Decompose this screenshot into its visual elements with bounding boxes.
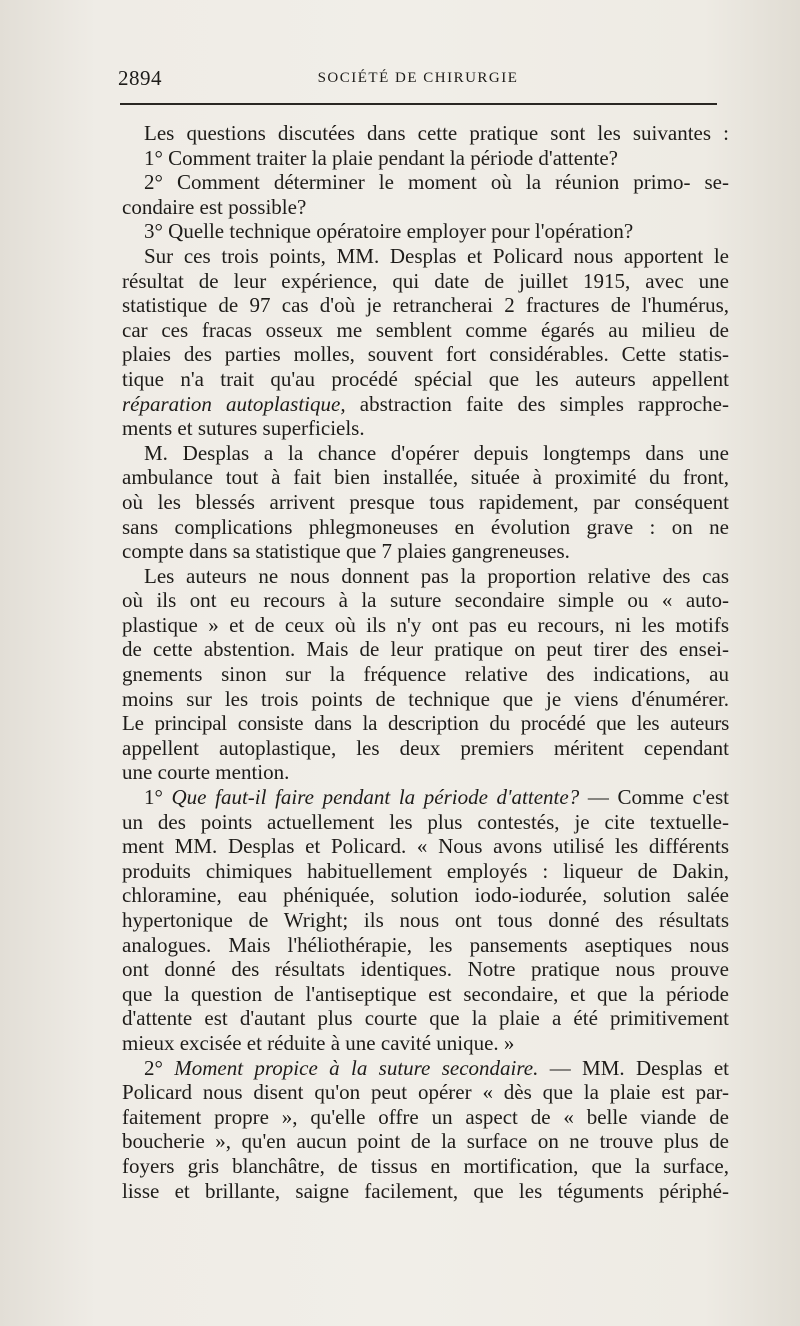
text-line <box>122 416 729 441</box>
text-line <box>122 121 729 146</box>
text-line <box>122 564 729 589</box>
line-text: ambulance tout à fait bien installée, située à proximité du front, <box>122 465 729 490</box>
line-text: abstraction faite des simples rapproche- <box>345 391 729 416</box>
text-line <box>122 195 729 220</box>
text-line <box>122 1179 729 1204</box>
text-line <box>122 170 729 195</box>
text-line <box>122 269 729 294</box>
line-text: Sur ces trois points, MM. Desplas et Policard nous apportent le <box>144 243 729 268</box>
line-text: de cette abstention. Mais de leur pratique on peut tirer des ensei- <box>122 637 729 662</box>
line-text: hypertonique de Wright; ils nous ont tous donné des résultats <box>122 908 729 932</box>
line-text: où ils ont eu recours à la suture secondaire simple ou « auto- <box>122 588 729 613</box>
text-line <box>122 613 729 638</box>
text-line <box>122 908 729 933</box>
text-line <box>122 1006 729 1031</box>
text-line <box>122 441 729 466</box>
text-line <box>122 539 729 564</box>
line-text: — Comme c'est <box>579 785 729 810</box>
section-heading-italic: Que faut-il faire pendant la période d'attente? <box>171 785 580 810</box>
line-text: résultat de leur expérience, qui date de juillet 1915, avec une <box>122 268 729 293</box>
text-line <box>122 1056 729 1081</box>
line-text: une courte mention. <box>122 760 290 785</box>
line-text: gnements sinon sur la fréquence relative des indications, au <box>122 662 729 687</box>
text-line <box>122 244 729 269</box>
line-text: faitement propre », qu'elle offre un aspect de « belle viande de <box>122 1104 729 1129</box>
line-text: appellent autoplastique, les deux premiers méritent cependant <box>122 735 729 760</box>
text-line <box>122 760 729 785</box>
line-text: 3° Quelle technique opératoire employer pour l'opération? <box>144 219 634 244</box>
text-line <box>122 883 729 908</box>
line-text: un des points actuellement les plus contestés, je cite textuelle- <box>122 809 729 834</box>
text-line <box>122 834 729 859</box>
text-line <box>122 1129 729 1154</box>
text-line <box>122 982 729 1007</box>
italic-phrase: réparation autoplastique, <box>122 391 346 416</box>
line-text: 2° Comment déterminer le moment où la réunion primo- se- <box>144 170 729 195</box>
line-text: Les auteurs ne nous donnent pas la proportion relative des cas <box>144 563 729 588</box>
line-text: plastique » et de ceux où ils n'y ont pas eu recours, ni les motifs <box>122 612 729 637</box>
page-header <box>118 66 718 94</box>
text-line <box>122 465 729 490</box>
line-text: chloramine, eau phéniquée, solution iodo-iodurée, solution salée <box>122 883 729 908</box>
list-number: 1° <box>144 785 172 810</box>
line-text: mieux excisée et réduite à une cavité unique. » <box>122 1030 515 1055</box>
text-line <box>122 1154 729 1179</box>
line-text: boucherie », qu'en aucun point de la surface on ne trouve plus de <box>122 1129 729 1154</box>
text-line <box>122 957 729 982</box>
text-line <box>122 711 729 736</box>
line-text: où les blessés arrivent presque tous rapidement, par conséquent <box>122 489 729 514</box>
text-line <box>122 490 729 515</box>
line-text: que la question de l'antiseptique est secondaire, et que la période <box>122 981 729 1006</box>
running-title: SOCIÉTÉ DE CHIRURGIE <box>317 70 519 86</box>
text-line <box>122 318 729 343</box>
line-text: — MM. Desplas et <box>538 1055 729 1080</box>
line-text: moins sur les trois points de technique que je viens d'énumérer. <box>122 686 729 711</box>
text-line <box>122 1080 729 1105</box>
line-text: compte dans sa statistique que 7 plaies gangreneuses. <box>122 539 570 564</box>
text-line <box>122 146 729 171</box>
line-text: ment MM. Desplas et Policard. « Nous avons utilisé les différents <box>122 834 729 859</box>
text-line <box>122 785 729 810</box>
text-line <box>122 293 729 318</box>
line-text: plaies des parties molles, souvent fort considérables. Cette statis- <box>122 342 729 367</box>
text-line <box>122 933 729 958</box>
line-text: d'attente est d'autant plus courte que la plaie a été primitivement <box>122 1006 729 1031</box>
list-number: 2° <box>144 1055 175 1080</box>
line-text: statistique de 97 cas d'où je retrancherai 2 fractures de l'humérus, <box>122 293 729 318</box>
line-text: car ces fracas osseux me semblent comme égarés au milieu de <box>122 317 729 342</box>
section-heading-italic: Moment propice à la suture secondaire. <box>174 1055 539 1080</box>
text-line <box>122 219 729 244</box>
text-line <box>122 859 729 884</box>
text-line <box>122 662 729 687</box>
line-text: Le principal consiste dans la description du procédé que les auteurs <box>122 711 729 736</box>
line-text: lisse et brillante, saigne facilement, que les téguments périphé- <box>122 1178 729 1203</box>
line-text: produits chimiques habituellement employés : liqueur de Dakin, <box>122 858 729 883</box>
text-line <box>122 810 729 835</box>
header-rule <box>120 103 717 105</box>
line-text: 1° Comment traiter la plaie pendant la période d'attente? <box>144 145 618 170</box>
line-text: ont donné des résultats identiques. Notre pratique nous prouve <box>122 957 729 982</box>
text-line <box>122 367 729 392</box>
line-text: Les questions discutées dans cette pratique sont les suivantes : <box>144 121 729 145</box>
text-line <box>122 736 729 761</box>
line-text: ments et sutures superficiels. <box>122 416 365 441</box>
line-text: analogues. Mais l'héliothérapie, les pansements aseptiques nous <box>122 932 729 957</box>
body-text <box>122 121 729 1203</box>
text-line <box>122 637 729 662</box>
line-text: condaire est possible? <box>122 194 307 219</box>
text-line <box>122 1105 729 1130</box>
line-text: M. Desplas a la chance d'opérer depuis longtemps dans une <box>144 440 729 465</box>
line-text: sans complications phlegmoneuses en évolution grave : on ne <box>122 514 729 539</box>
text-line <box>122 588 729 613</box>
text-line <box>122 1031 729 1056</box>
line-text: Policard nous disent qu'on peut opérer « dès que la plaie est par- <box>122 1080 729 1105</box>
text-line <box>122 392 729 417</box>
text-line <box>122 342 729 367</box>
text-line <box>122 515 729 540</box>
page-number: 2894 <box>118 66 162 90</box>
line-text: foyers gris blanchâtre, de tissus en mortification, que la surface, <box>122 1153 729 1178</box>
text-line <box>122 687 729 712</box>
line-text: tique n'a trait qu'au procédé spécial que les auteurs appellent <box>122 366 729 391</box>
